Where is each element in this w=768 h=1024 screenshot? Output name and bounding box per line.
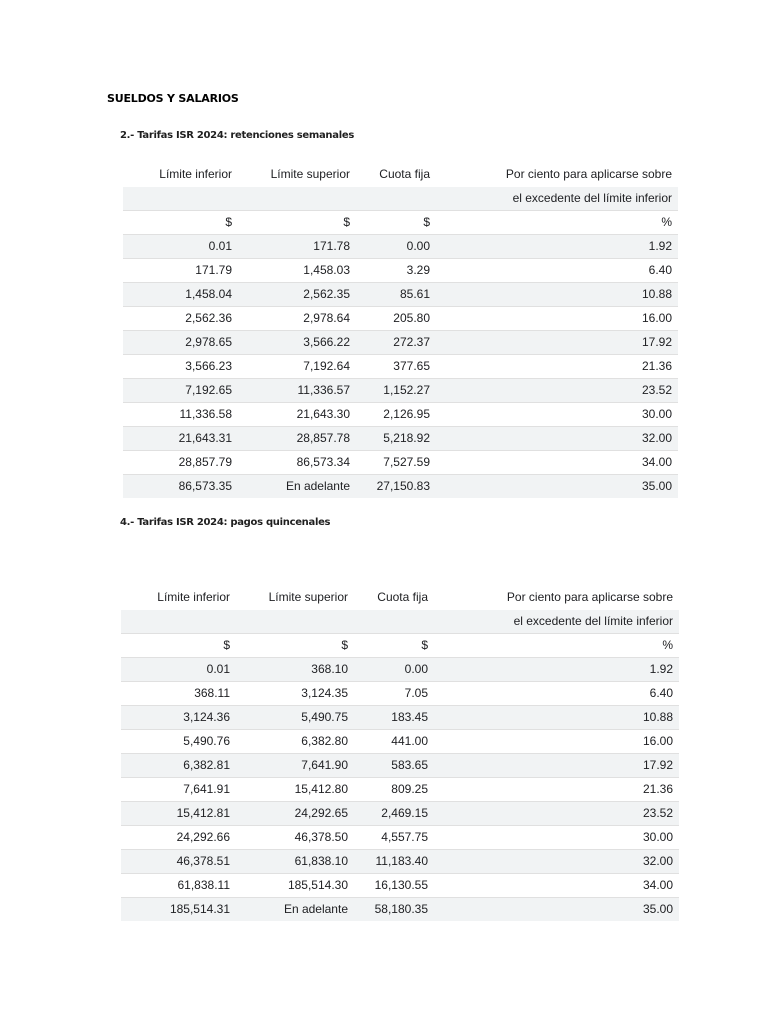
cell-limite-inferior: 24,292.66 xyxy=(121,826,236,850)
table-row xyxy=(121,826,679,850)
cell-cuota-fija: 3.29 xyxy=(356,259,436,283)
unit-cell: $ xyxy=(121,634,236,658)
cell-por-ciento: 6.40 xyxy=(436,259,678,283)
unit-cell: $ xyxy=(238,211,356,235)
header-limite-superior: Límite superior xyxy=(270,167,350,181)
header-blank xyxy=(236,610,354,634)
cell-por-ciento: 32.00 xyxy=(434,850,679,874)
cell-limite-superior: 46,378.50 xyxy=(236,826,354,850)
cell-cuota-fija: 85.61 xyxy=(356,283,436,307)
cell-limite-inferior: 0.01 xyxy=(123,235,238,259)
table-row xyxy=(123,403,678,427)
cell-cuota-fija: 809.25 xyxy=(354,778,434,802)
cell-cuota-fija: 1,152.27 xyxy=(356,379,436,403)
cell-por-ciento: 23.52 xyxy=(436,379,678,403)
cell-cuota-fija: 7.05 xyxy=(354,682,434,706)
cell-limite-inferior: 185,514.31 xyxy=(121,898,236,922)
cell-cuota-fija: 377.65 xyxy=(356,355,436,379)
cell-limite-superior: En adelante xyxy=(236,898,354,922)
cell-por-ciento: 16.00 xyxy=(434,730,679,754)
cell-limite-inferior: 3,566.23 xyxy=(123,355,238,379)
table-row xyxy=(123,451,678,475)
table-row xyxy=(123,355,678,379)
table-title-biweekly: 4.- Tarifas ISR 2024: pagos quincenales xyxy=(120,517,331,528)
table-row xyxy=(121,658,679,682)
cell-por-ciento: 34.00 xyxy=(436,451,678,475)
table-row xyxy=(123,379,678,403)
cell-por-ciento: 17.92 xyxy=(436,331,678,355)
cell-limite-superior: 1,458.03 xyxy=(238,259,356,283)
cell-cuota-fija: 205.80 xyxy=(356,307,436,331)
header-por-ciento-line2: el excedente del límite inferior xyxy=(434,610,679,634)
table-header-row xyxy=(121,585,679,610)
cell-limite-inferior: 6,382.81 xyxy=(121,754,236,778)
table-row xyxy=(123,331,678,355)
cell-por-ciento: 17.92 xyxy=(434,754,679,778)
header-limite-inferior: Límite inferior xyxy=(159,167,232,181)
table-row xyxy=(121,730,679,754)
cell-cuota-fija: 7,527.59 xyxy=(356,451,436,475)
cell-cuota-fija: 16,130.55 xyxy=(354,874,434,898)
table-row xyxy=(123,475,678,499)
cell-cuota-fija: 27,150.83 xyxy=(356,475,436,499)
cell-cuota-fija: 583.65 xyxy=(354,754,434,778)
cell-limite-inferior: 15,412.81 xyxy=(121,802,236,826)
header-cuota-fija: Cuota fija xyxy=(379,167,430,181)
cell-limite-superior: 11,336.57 xyxy=(238,379,356,403)
isr-table-biweekly xyxy=(121,585,679,921)
table-row xyxy=(123,307,678,331)
table-row xyxy=(121,874,679,898)
cell-limite-inferior: 21,643.31 xyxy=(123,427,238,451)
cell-limite-superior: 185,514.30 xyxy=(236,874,354,898)
cell-limite-superior: 5,490.75 xyxy=(236,706,354,730)
cell-limite-superior: 7,641.90 xyxy=(236,754,354,778)
document-heading: SUELDOS Y SALARIOS xyxy=(107,92,239,105)
cell-limite-superior: 3,566.22 xyxy=(238,331,356,355)
header-blank xyxy=(354,610,434,634)
cell-limite-superior: 28,857.78 xyxy=(238,427,356,451)
cell-por-ciento: 21.36 xyxy=(436,355,678,379)
cell-por-ciento: 1.92 xyxy=(436,235,678,259)
cell-cuota-fija: 11,183.40 xyxy=(354,850,434,874)
cell-limite-superior: 86,573.34 xyxy=(238,451,356,475)
cell-limite-inferior: 86,573.35 xyxy=(123,475,238,499)
header-blank xyxy=(123,187,238,211)
cell-limite-inferior: 61,838.11 xyxy=(121,874,236,898)
table-row xyxy=(123,259,678,283)
header-por-ciento-line2: el excedente del límite inferior xyxy=(436,187,678,211)
cell-limite-inferior: 11,336.58 xyxy=(123,403,238,427)
cell-limite-inferior: 2,562.36 xyxy=(123,307,238,331)
table-units-row xyxy=(123,211,678,235)
table-row xyxy=(121,682,679,706)
cell-limite-superior: En adelante xyxy=(238,475,356,499)
cell-por-ciento: 1.92 xyxy=(434,658,679,682)
unit-cell: $ xyxy=(236,634,354,658)
isr-table-weekly xyxy=(123,162,678,498)
cell-limite-inferior: 5,490.76 xyxy=(121,730,236,754)
table-header-row-2 xyxy=(121,610,679,634)
table-row xyxy=(123,427,678,451)
cell-limite-inferior: 171.79 xyxy=(123,259,238,283)
cell-cuota-fija: 441.00 xyxy=(354,730,434,754)
cell-cuota-fija: 58,180.35 xyxy=(354,898,434,922)
cell-limite-superior: 171.78 xyxy=(238,235,356,259)
cell-por-ciento: 32.00 xyxy=(436,427,678,451)
cell-limite-superior: 24,292.65 xyxy=(236,802,354,826)
cell-por-ciento: 16.00 xyxy=(436,307,678,331)
cell-limite-inferior: 28,857.79 xyxy=(123,451,238,475)
unit-cell: % xyxy=(436,211,678,235)
cell-cuota-fija: 0.00 xyxy=(356,235,436,259)
cell-cuota-fija: 5,218.92 xyxy=(356,427,436,451)
header-por-ciento: Por ciento para aplicarse sobre xyxy=(505,167,672,181)
cell-cuota-fija: 272.37 xyxy=(356,331,436,355)
unit-cell: $ xyxy=(354,634,434,658)
cell-limite-superior: 2,978.64 xyxy=(238,307,356,331)
table-row xyxy=(123,283,678,307)
table-row xyxy=(121,802,679,826)
cell-limite-superior: 7,192.64 xyxy=(238,355,356,379)
header-cuota-fija: Cuota fija xyxy=(377,590,428,604)
table-header-row-2 xyxy=(123,187,678,211)
cell-limite-superior: 61,838.10 xyxy=(236,850,354,874)
cell-limite-inferior: 3,124.36 xyxy=(121,706,236,730)
unit-cell: % xyxy=(434,634,679,658)
cell-por-ciento: 35.00 xyxy=(436,475,678,499)
table-row xyxy=(121,706,679,730)
table-row xyxy=(121,778,679,802)
cell-limite-inferior: 2,978.65 xyxy=(123,331,238,355)
cell-por-ciento: 10.88 xyxy=(434,706,679,730)
table-units-row xyxy=(121,634,679,658)
cell-por-ciento: 30.00 xyxy=(434,826,679,850)
cell-cuota-fija: 183.45 xyxy=(354,706,434,730)
cell-por-ciento: 10.88 xyxy=(436,283,678,307)
cell-por-ciento: 6.40 xyxy=(434,682,679,706)
cell-cuota-fija: 0.00 xyxy=(354,658,434,682)
cell-cuota-fija: 2,469.15 xyxy=(354,802,434,826)
table-row xyxy=(121,850,679,874)
table-row xyxy=(121,754,679,778)
cell-por-ciento: 21.36 xyxy=(434,778,679,802)
header-limite-superior: Límite superior xyxy=(268,590,348,604)
table-title-weekly: 2.- Tarifas ISR 2024: retenciones semanales xyxy=(120,130,354,141)
unit-cell: $ xyxy=(356,211,436,235)
cell-por-ciento: 35.00 xyxy=(434,898,679,922)
cell-limite-superior: 368.10 xyxy=(236,658,354,682)
cell-cuota-fija: 2,126.95 xyxy=(356,403,436,427)
header-limite-inferior: Límite inferior xyxy=(157,590,230,604)
cell-limite-inferior: 7,192.65 xyxy=(123,379,238,403)
cell-limite-inferior: 7,641.91 xyxy=(121,778,236,802)
header-por-ciento: Por ciento para aplicarse sobre xyxy=(506,590,673,604)
header-blank xyxy=(121,610,236,634)
cell-por-ciento: 30.00 xyxy=(436,403,678,427)
cell-cuota-fija: 4,557.75 xyxy=(354,826,434,850)
cell-por-ciento: 34.00 xyxy=(434,874,679,898)
cell-por-ciento: 23.52 xyxy=(434,802,679,826)
header-blank xyxy=(356,187,436,211)
cell-limite-superior: 6,382.80 xyxy=(236,730,354,754)
cell-limite-inferior: 368.11 xyxy=(121,682,236,706)
cell-limite-inferior: 1,458.04 xyxy=(123,283,238,307)
table-row xyxy=(123,235,678,259)
table-row xyxy=(121,898,679,922)
table-header-row xyxy=(123,162,678,187)
cell-limite-superior: 15,412.80 xyxy=(236,778,354,802)
cell-limite-superior: 2,562.35 xyxy=(238,283,356,307)
unit-cell: $ xyxy=(123,211,238,235)
cell-limite-superior: 3,124.35 xyxy=(236,682,354,706)
cell-limite-inferior: 46,378.51 xyxy=(121,850,236,874)
header-blank xyxy=(238,187,356,211)
cell-limite-superior: 21,643.30 xyxy=(238,403,356,427)
cell-limite-inferior: 0.01 xyxy=(121,658,236,682)
